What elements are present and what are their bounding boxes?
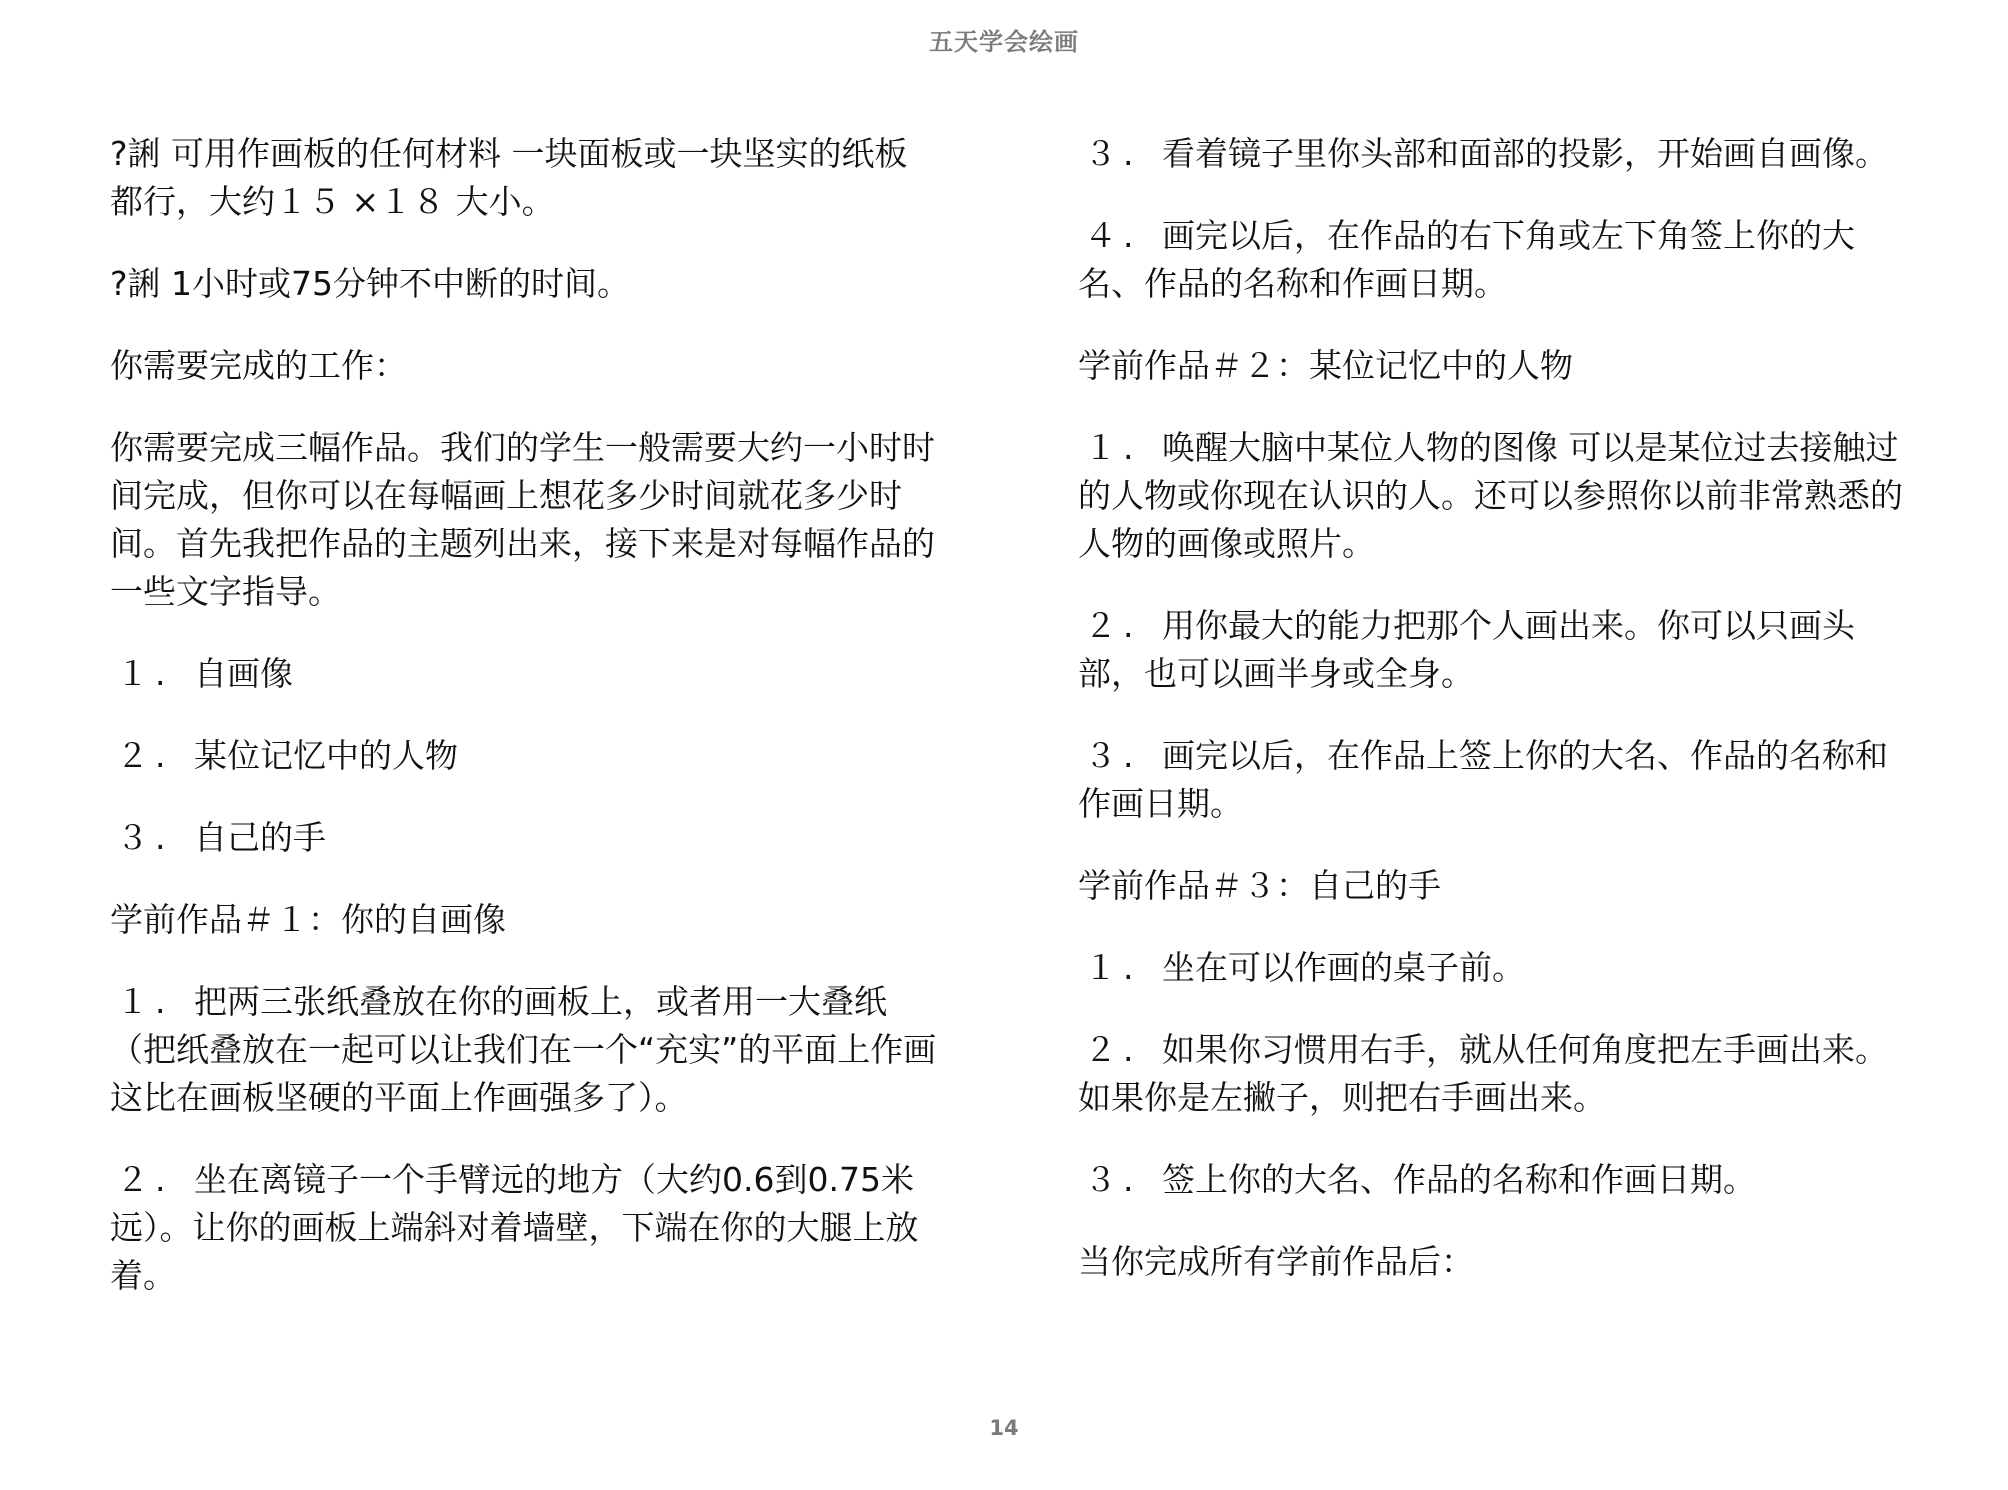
list-text: 坐在离镜子一个手臂远的地方（大约0.6到0.75米远）。让你的画板上端斜对着墙壁，下端在你的大腿上放着。	[110, 1160, 919, 1295]
running-header-title: 五天学会绘画	[929, 28, 1079, 56]
list-text: 画完以后，在作品的右下角或左下角签上你的大名、作品的名称和作画日期。	[1078, 216, 1855, 303]
list-text: 某位记忆中的人物	[194, 736, 458, 775]
paragraph-text: 当你完成所有学前作品后：	[1078, 1242, 1474, 1281]
list-text: 自画像	[194, 654, 293, 693]
page-number: 14	[989, 1416, 1019, 1440]
list-number: ２.	[1084, 1030, 1140, 1069]
list-number: １.	[1084, 428, 1140, 467]
paragraph-intro	[110, 424, 940, 616]
paragraph-after-completion	[1078, 1238, 1918, 1286]
section-heading-work-3	[1078, 862, 1918, 910]
list-text: 唤醒大脑中某位人物的图像 可以是某位过去接触过的人物或你现在认识的人。还可以参照你以前非常熟悉的人物的画像或照片。	[1078, 428, 1903, 563]
list-number: ２.	[116, 1160, 172, 1199]
step-1-4	[1078, 212, 1918, 308]
list-number: ２.	[116, 736, 172, 775]
list-number: ２.	[1084, 606, 1140, 645]
step-3-3	[1078, 1156, 1918, 1204]
list-text: 看着镜子里你头部和面部的投影，开始画自画像。	[1162, 134, 1888, 173]
section-heading-work	[110, 342, 940, 390]
step-3-1	[1078, 944, 1918, 992]
step-1-1	[110, 978, 940, 1122]
list-number: １.	[116, 654, 172, 693]
section-heading-work-1	[110, 896, 940, 944]
list-number: １.	[116, 982, 172, 1021]
list-item-topic-3	[110, 814, 940, 862]
paragraph-materials	[110, 130, 940, 226]
step-1-2	[110, 1156, 940, 1300]
heading-text: 学前作品＃２：某位记忆中的人物	[1078, 346, 1573, 385]
list-item-topic-1	[110, 650, 940, 698]
list-text: 画完以后，在作品上签上你的大名、作品的名称和作画日期。	[1078, 736, 1888, 823]
list-text: 把两三张纸叠放在你的画板上，或者用一大叠纸 （把纸叠放在一起可以让我们在一个“充实”的平面上作画 这比在画板坚硬的平面上作画强多了）。	[110, 982, 937, 1117]
heading-text: 学前作品＃１：你的自画像	[110, 900, 506, 939]
step-1-3	[1078, 130, 1918, 178]
paragraph-text: 你需要完成三幅作品。我们的学生一般需要大约一小时时间完成，但你可以在每幅画上想花多少时间就花多少时间。首先我把作品的主题列出来，接下来是对每幅作品的一些文字指导。	[110, 428, 935, 611]
list-number: ４.	[1084, 216, 1140, 255]
step-2-2	[1078, 602, 1918, 698]
list-number: ３.	[1084, 1160, 1140, 1199]
step-2-3	[1078, 732, 1918, 828]
left-column	[110, 130, 940, 1334]
list-number: ３.	[1084, 134, 1140, 173]
paragraph-time	[110, 260, 940, 308]
list-number: ３.	[1084, 736, 1140, 775]
right-column	[1078, 130, 1918, 1320]
list-number: １.	[1084, 948, 1140, 987]
list-text: 自己的手	[194, 818, 326, 857]
heading-text: 学前作品＃３：自己的手	[1078, 866, 1441, 905]
section-heading-work-2	[1078, 342, 1918, 390]
list-text: 如果你习惯用右手，就从任何角度把左手画出来。如果你是左撇子，则把右手画出来。	[1078, 1030, 1888, 1117]
list-number: ３.	[116, 818, 172, 857]
step-2-1	[1078, 424, 1918, 568]
heading-text: 你需要完成的工作：	[110, 346, 407, 385]
list-text: 用你最大的能力把那个人画出来。你可以只画头部，也可以画半身或全身。	[1078, 606, 1855, 693]
paragraph-text: ?誗 1小时或75分钟不中断的时间。	[110, 264, 630, 303]
step-3-2	[1078, 1026, 1918, 1122]
paragraph-text: ?誗 可用作画板的任何材料 一块面板或一块坚实的纸板都行，大约１５ ×１８ 大小。	[110, 134, 908, 221]
list-item-topic-2	[110, 732, 940, 780]
list-text: 签上你的大名、作品的名称和作画日期。	[1162, 1160, 1756, 1199]
list-text: 坐在可以作画的桌子前。	[1162, 948, 1525, 987]
